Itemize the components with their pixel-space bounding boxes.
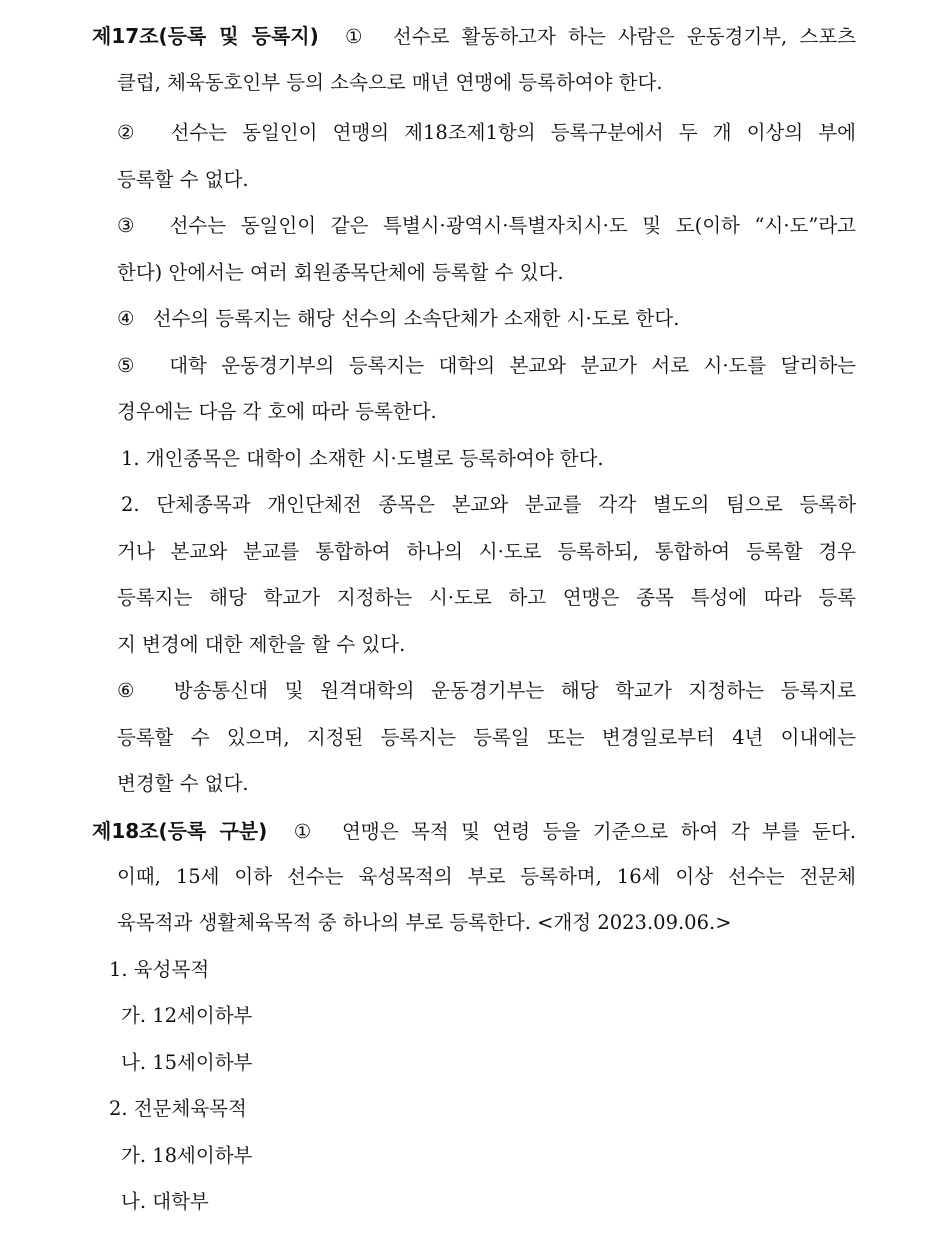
article17-para6-line3: 변경할 수 없다. <box>117 772 249 795</box>
article17-para4-line1 <box>117 305 679 333</box>
article17-para6-text: 방송통신대 및 원격대학의 운동경기부는 해당 학교가 지정하는 등록지로 <box>173 679 856 702</box>
article17-para1-line2: 클럽, 체육동호인부 등의 소속으로 매년 연맹에 등록하여야 한다. <box>117 71 663 94</box>
article17-para6-line2: 등록할 수 있으며, 지정된 등록지는 등록일 또는 변경일로부터 4년 이내에는 <box>117 726 856 749</box>
article17-heading: 제17조(등록 및 등록지) <box>92 24 319 48</box>
article18-item1a: 가. 12세이하부 <box>121 1004 253 1027</box>
article18-para1-line2: 이때, 15세 이하 선수는 육성목적의 부로 등록하며, 16세 이상 선수는 전문체 <box>117 865 856 888</box>
article17-para3-line2: 한다) 안에서는 여러 회원종목단체에 등록할 수 있다. <box>117 261 564 284</box>
article17-para6-marker: ⑥ <box>117 679 146 702</box>
article18-para1-text: 연맹은 목적 및 연령 등을 기준으로 하여 각 부를 둔다. <box>342 820 857 843</box>
article17-line1 <box>92 22 856 51</box>
article17-para1-marker: ① <box>345 25 369 48</box>
article17-para4-text: 선수의 등록지는 해당 선수의 소속단체가 소재한 시·도로 한다. <box>152 307 680 330</box>
article17-para5-line1 <box>117 352 856 380</box>
article17-para4-marker: ④ <box>117 307 135 330</box>
article17-item1: 1. 개인종목은 대학이 소재한 시·도별로 등록하여야 한다. <box>121 447 604 470</box>
article17-item2-line1: 2. 단체종목과 개인단체전 종목은 본교와 분교를 각각 별도의 팀으로 등록하 <box>121 493 856 516</box>
article17-para5-text: 대학 운동경기부의 등록지는 대학의 본교와 분교가 서로 시·도를 달리하는 <box>169 354 857 377</box>
article18-item1b: 나. 15세이하부 <box>121 1051 253 1074</box>
article18-para1-marker: ① <box>293 820 318 843</box>
article17-para6-line1 <box>117 677 856 705</box>
article17-para3-marker: ③ <box>117 214 143 237</box>
article17-para3-text: 선수는 동일인이 같은 특별시·광역시·특별자치시·도 및 도(이하 “시·도”라고 <box>169 214 856 237</box>
article17-para2-text: 선수는 동일인이 연맹의 제18조제1항의 등록구분에서 두 개 이상의 부에 <box>170 121 856 144</box>
article17-para2-line2: 등록할 수 없다. <box>117 168 249 191</box>
article17-para5-marker: ⑤ <box>117 354 143 377</box>
article17-item2-line4: 지 변경에 대한 제한을 할 수 있다. <box>117 633 406 656</box>
article17-para3-line1 <box>117 212 856 240</box>
article17-para2-marker: ② <box>117 121 144 144</box>
article18-item1: 1. 육성목적 <box>109 958 210 981</box>
article18-item2: 2. 전문체육목적 <box>109 1097 247 1120</box>
article17-item2-line2: 거나 본교와 분교를 통합하여 하나의 시·도로 등록하되, 통합하여 등록할 경우 <box>117 540 856 563</box>
article18-line1 <box>92 817 856 846</box>
article18-item2a: 가. 18세이하부 <box>121 1144 253 1167</box>
article18-para1-line3: 육목적과 생활체육목적 중 하나의 부로 등록한다. <개정 2023.09.06.> <box>117 911 732 934</box>
article18-item2b: 나. 대학부 <box>121 1190 209 1213</box>
article17-para2-line1 <box>117 119 856 147</box>
article17-para5-line2: 경우에는 다음 각 호에 따라 등록한다. <box>117 400 437 423</box>
article17-item2-line3: 등록지는 해당 학교가 지정하는 시·도로 하고 연맹은 종목 특성에 따라 등록 <box>117 586 856 609</box>
article17-para1-text: 선수로 활동하고자 하는 사람은 운동경기부, 스포츠 <box>392 25 857 48</box>
article18-heading: 제18조(등록 구분) <box>92 819 268 843</box>
